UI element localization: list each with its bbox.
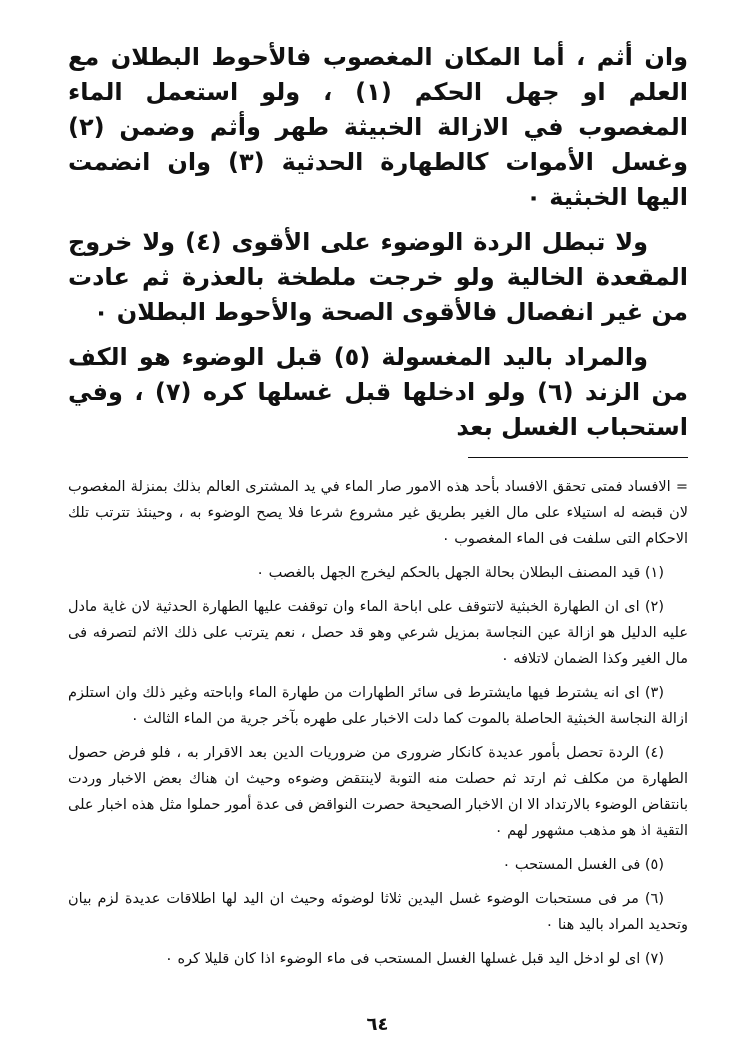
footnote-1: (١) قيد المصنف البطلان بحالة الجهل بالحكم ليخرج الجهل بالغصب ٠: [256, 565, 664, 581]
footnote-4: (٤) الردة تحصل بأمور عديدة كانكار ضرورى من ضروريات الدين بعد الاقرار به ، فلو فرض حصول الطهارة من مكلف ثم ارتد ثم حصلت منه التوبة لاينتقض وضوءه وحيث ان هناك بعض الاخبار وردت بانتقاض الوضوء بالارتداد الا ان الاخبار الصحيحة حصرت النواقض فى عدة أمور حملوا مثل هذه اخبار على التقية اذ هو مذهب مشهور لهم ٠: [68, 745, 688, 839]
footnotes: [68, 474, 688, 972]
main-paragraph-2: ولا تبطل الردة الوضوء على الأقوى (٤) ولا خروج المقعدة الخالية ولو خرجت ملطخة بالعذرة ثم عادت من غير انفصال فالأقوى الصحة والأحوط البطلان ٠: [68, 228, 688, 326]
footnote-6: (٦) مر فى مستحبات الوضوء غسل اليدين ثلاثا لوضوئه وحيث ان اليد لها اطلاقات عديدة لزم بيان وتحديد المراد باليد هنا ٠: [68, 891, 688, 933]
footnote-2: (٢) اى ان الطهارة الخبثية لاتتوقف على اباحة الماء وان توقفت عليها الطهارة الحدثية لان غاية مادل عليه الدليل هو ازالة عين النجاسة بمزيل شرعي وهو قد حصل ، نعم يترتب على ذلك الاثم لتصرفه فى مال الغير وكذا الضمان لاتلافه ٠: [68, 599, 688, 667]
main-paragraph-1: وان أثم ، أما المكان المغصوب فالأحوط البطلان مع العلم او جهل الحكم (١) ، ولو استعمل الماء المغصوب في الازالة الخبيثة طهر وأثم وضمن (٢) وغسل الأموات كالطهارة الحدثية (٣) وان انضمت اليها الخبثية ٠: [68, 43, 688, 211]
page-body: [68, 40, 688, 980]
footnote-3: (٣) اى انه يشترط فيها مايشترط فى سائر الطهارات من طهارة الماء واباحته وغير ذلك وان استلزم ازالة النجاسة الخبثية الحاصلة بالموت كما دلت الاخبار على طهره بآخر جرية من الماء الثالث ٠: [68, 685, 688, 727]
footnote-5: (٥) فى الغسل المستحب ٠: [502, 857, 664, 873]
main-text: [68, 40, 688, 445]
footnote-continuation: = الافساد فمتى تحقق الافساد بأحد هذه الامور صار الماء في يد المشترى العالم بذلك بمنزلة المغصوب لان قبضه له استيلاء على مال الغير بطريق غير مشروع شرعا فلا يصح الوضوء به ، وحينئذ تترتب تلك الاحكام التى سلفت فى الماء المغصوب ٠: [68, 479, 688, 547]
footnote-7: (٧) اى لو ادخل اليد قبل غسلها الغسل المستحب فى ماء الوضوء اذا كان قليلا كره ٠: [165, 951, 664, 967]
main-paragraph-3: والمراد باليد المغسولة (٥) قبل الوضوء هو الكف من الزند (٦) ولو ادخلها قبل غسلها كره (٧) ، وفي استحباب الغسل بعد: [68, 343, 688, 441]
footnote-separator: [468, 457, 688, 458]
page-number: ٦٤: [366, 1014, 389, 1035]
